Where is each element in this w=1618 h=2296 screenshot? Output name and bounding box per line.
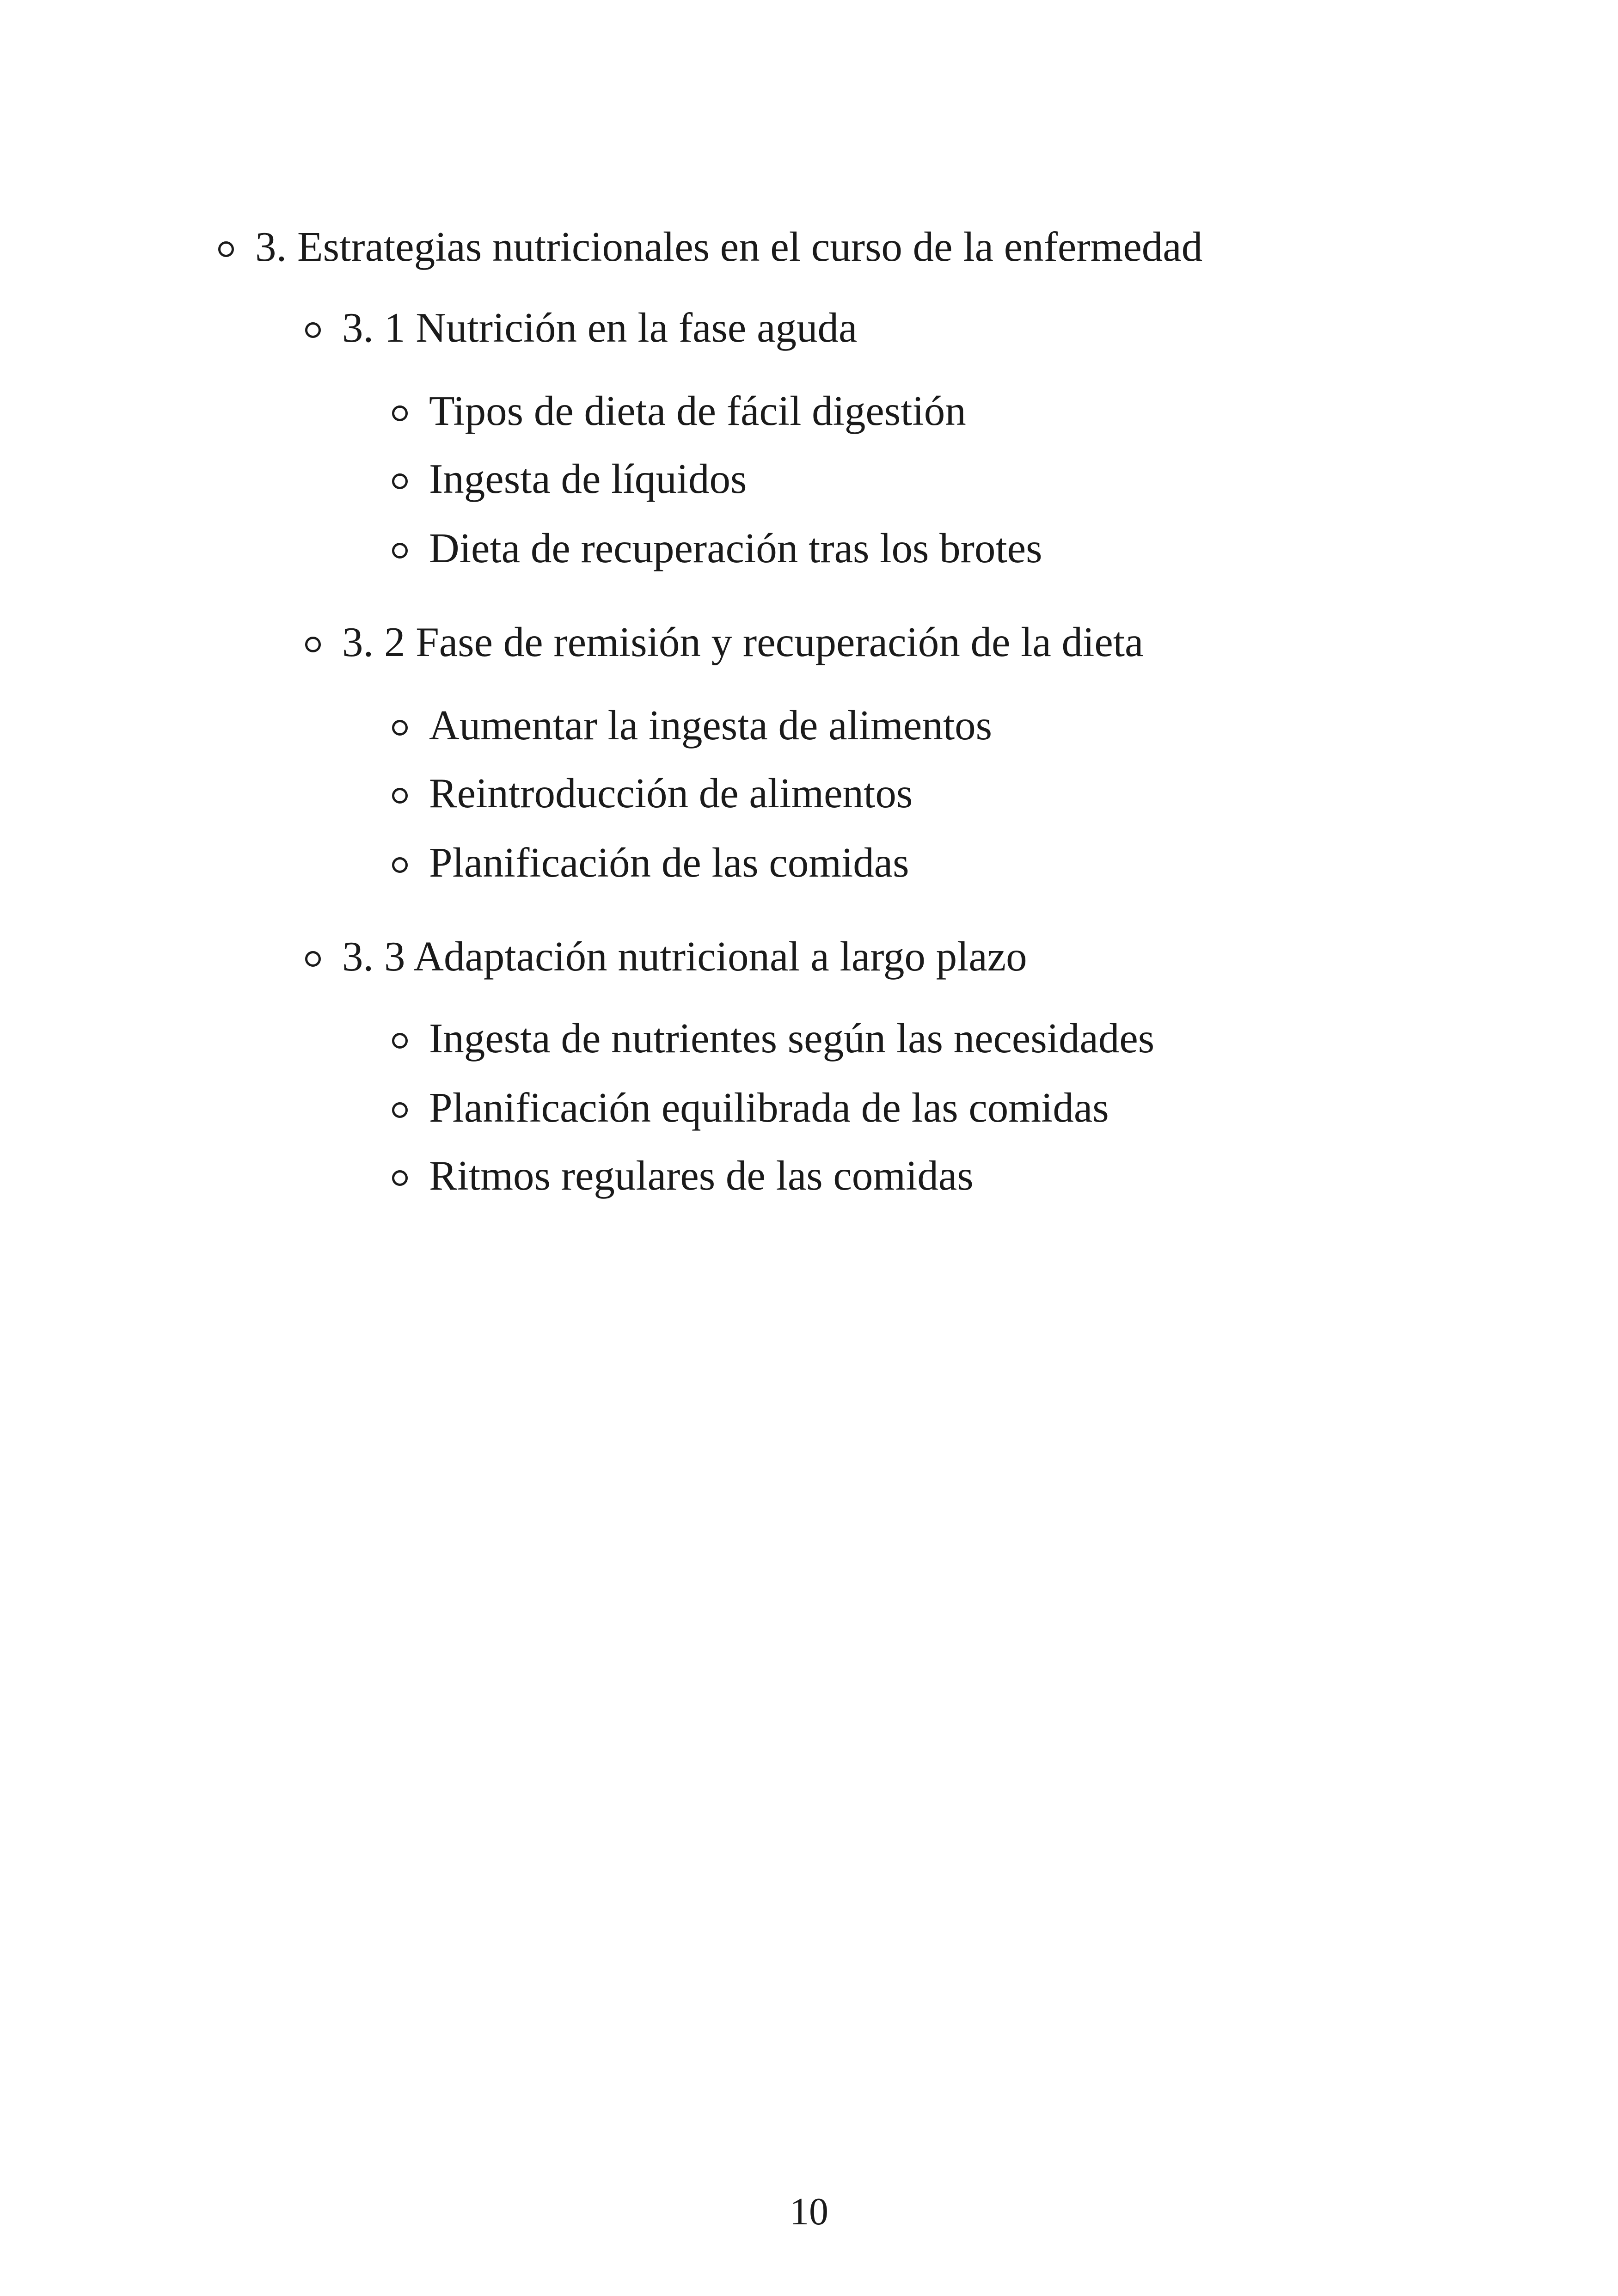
outline-item-label: Ingesta de nutrientes según las necesidades (429, 1015, 1155, 1062)
outline-item-label: Planificación equilibrada de las comidas (429, 1084, 1109, 1131)
outline-item-label: Aumentar la ingesta de alimentos (429, 702, 993, 749)
outline-item (392, 455, 747, 502)
outline-subsection-3-2 (305, 621, 1143, 663)
circle-bullet-icon (392, 405, 408, 421)
circle-bullet-icon (392, 1102, 408, 1118)
outline-item (392, 702, 993, 749)
page-number: 10 (790, 2190, 828, 2233)
circle-bullet-icon (392, 543, 408, 559)
outline-subsection-3-3 (305, 933, 1027, 980)
outline-item (392, 841, 909, 884)
outline-section-3 (218, 223, 1203, 270)
circle-bullet-icon (218, 241, 234, 257)
circle-bullet-icon (392, 473, 408, 489)
circle-bullet-icon (392, 1033, 408, 1049)
outline-item (392, 772, 913, 814)
circle-bullet-icon (392, 857, 408, 873)
subsection-title: 3. 3 Adaptación nutricional a largo plazo (342, 933, 1027, 980)
circle-bullet-icon (392, 720, 408, 736)
outline-item (392, 527, 1042, 569)
subsection-title: 3. 2 Fase de remisión y recuperación de la dieta (342, 619, 1144, 665)
outline-item-label: Ingesta de líquidos (429, 455, 747, 502)
circle-bullet-icon (305, 951, 321, 967)
outline-item-label: Tipos de dieta de fácil digestión (429, 387, 966, 434)
outline-item (392, 1015, 1155, 1062)
outline-item-label: Dieta de recuperación tras los brotes (429, 525, 1042, 571)
circle-bullet-icon (392, 788, 408, 804)
circle-bullet-icon (305, 637, 321, 652)
outline-item (392, 1154, 974, 1197)
outline-item-label: Ritmos regulares de las comidas (429, 1152, 974, 1199)
subsection-title: 3. 1 Nutrición en la fase aguda (342, 304, 858, 351)
outline-item-label: Planificación de las comidas (429, 839, 909, 886)
section-title: 3. Estrategias nutricionales en el curso de la enfermedad (255, 223, 1203, 270)
outline-item-label: Reintroducción de alimentos (429, 770, 913, 816)
outline-subsection-3-1 (305, 304, 858, 351)
outline-item (392, 1084, 1109, 1131)
circle-bullet-icon (392, 1170, 408, 1186)
outline-item (392, 387, 966, 434)
circle-bullet-icon (305, 322, 321, 338)
